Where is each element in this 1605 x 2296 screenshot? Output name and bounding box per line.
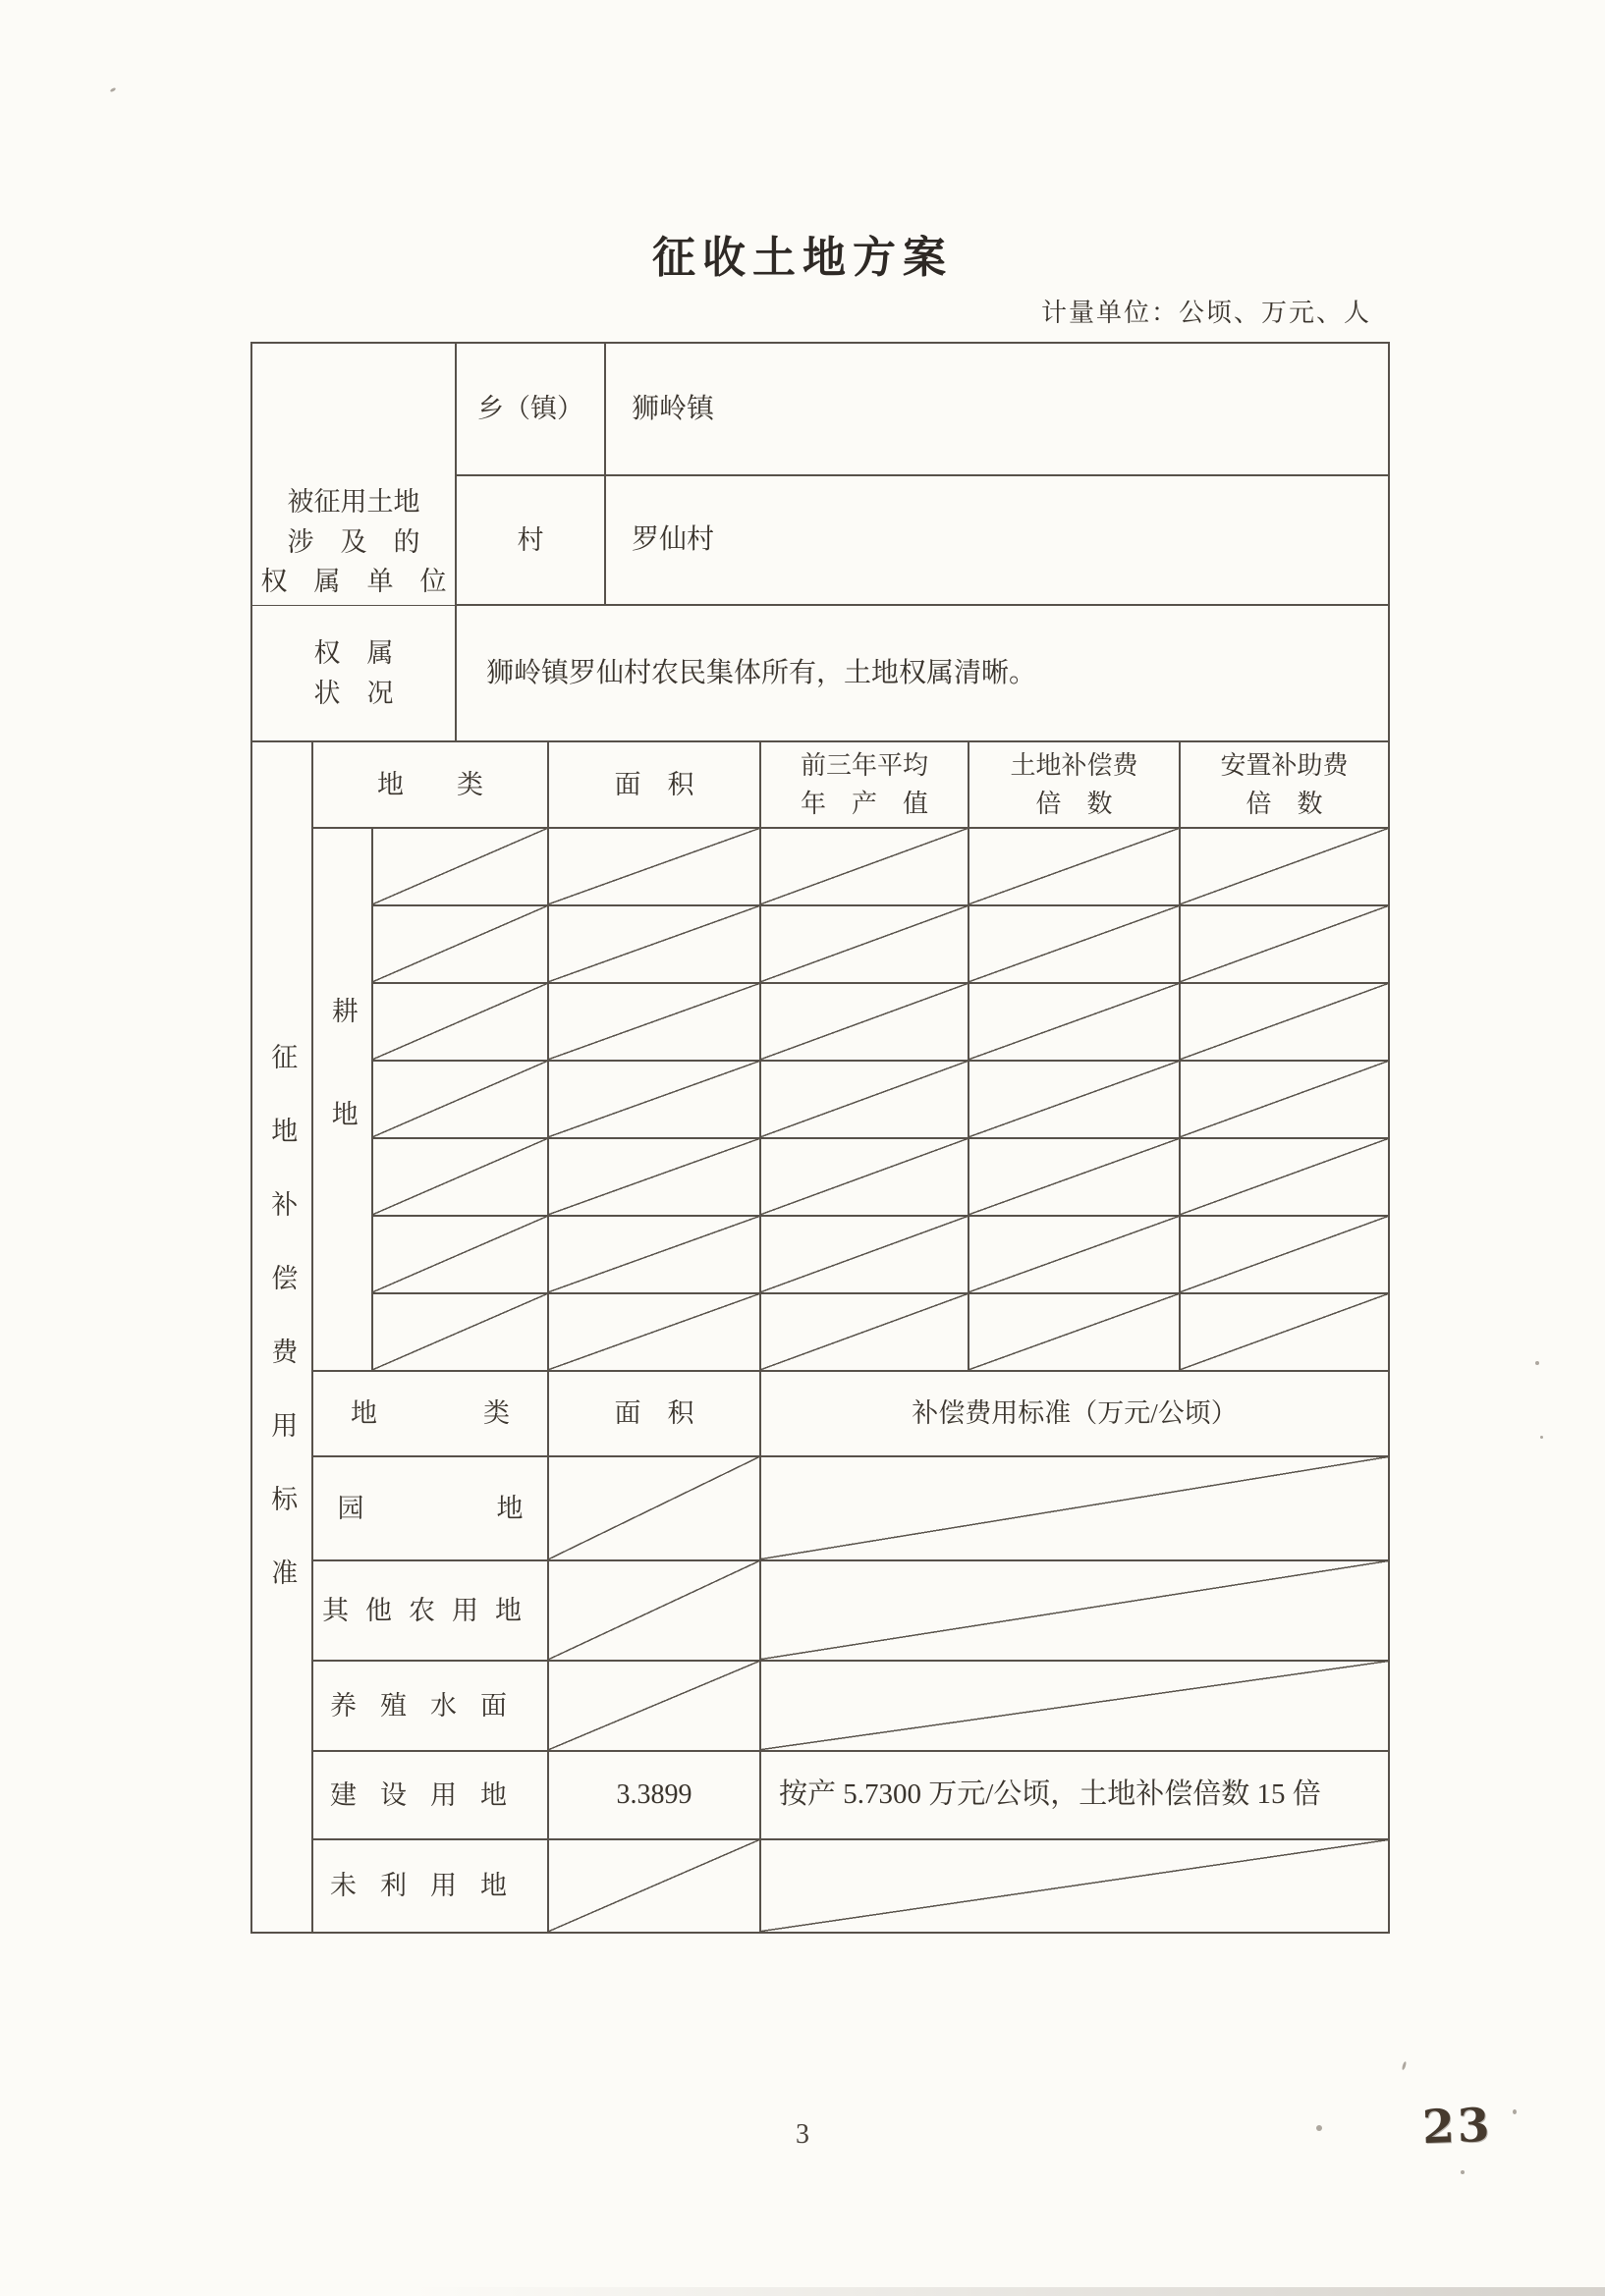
owner-units-label: 被征用土地 涉 及 的 权 属 单 位 [251, 343, 456, 741]
empty-struck-cell [372, 983, 548, 1061]
empty-struck-cell [760, 1216, 969, 1293]
empty-struck-cell [548, 1061, 760, 1138]
empty-struck-cell [548, 905, 760, 983]
upper-header-resettle-multiple: 安置补助费 倍 数 [1180, 741, 1389, 828]
village-label: 村 [456, 475, 605, 605]
empty-struck-cell [969, 905, 1180, 983]
empty-struck-cell [760, 828, 969, 905]
empty-struck-cell [760, 1293, 969, 1371]
cultivated-land-label: 耕地 [327, 996, 358, 1203]
compensation-standard-vertical-label-cell [251, 741, 312, 1933]
construction-area-value: 3.3899 [548, 1751, 760, 1839]
scan-speck [1402, 2061, 1408, 2070]
scan-bottom-edge [413, 2287, 1605, 2296]
empty-struck-cell [760, 1560, 1389, 1661]
empty-struck-cell [372, 1293, 548, 1371]
empty-struck-cell [969, 1138, 1180, 1216]
empty-struck-cell [969, 1216, 1180, 1293]
empty-struck-cell [548, 983, 760, 1061]
land-expropriation-table [250, 342, 1390, 1934]
empty-struck-cell [372, 1138, 548, 1216]
empty-struck-cell [760, 1138, 969, 1216]
empty-struck-cell [548, 1839, 760, 1933]
empty-struck-cell [760, 1061, 969, 1138]
lower-header-area: 面 积 [548, 1371, 760, 1456]
empty-struck-cell [372, 905, 548, 983]
empty-struck-cell [1180, 983, 1389, 1061]
township-value: 狮岭镇 [605, 343, 1389, 475]
empty-struck-cell [760, 1456, 1389, 1560]
page-number: 3 [796, 2119, 809, 2150]
scan-speck [110, 87, 117, 93]
cultivated-land-label-cell [312, 828, 372, 1371]
empty-struck-cell [1180, 905, 1389, 983]
tenure-status-label: 权 属 状 况 [251, 605, 456, 741]
empty-struck-cell [1180, 828, 1389, 905]
empty-struck-cell [548, 828, 760, 905]
empty-struck-cell [969, 828, 1180, 905]
upper-header-land-type: 地 类 [312, 741, 548, 828]
scan-speck [1540, 1436, 1543, 1439]
other-agri-label: 其他农用地 [312, 1560, 548, 1661]
empty-struck-cell [1180, 1293, 1389, 1371]
unused-land-label: 未利用地 [312, 1839, 548, 1933]
empty-struck-cell [548, 1216, 760, 1293]
scan-speck [1316, 2125, 1322, 2131]
empty-struck-cell [760, 905, 969, 983]
empty-struck-cell [760, 983, 969, 1061]
empty-struck-cell [1180, 1138, 1389, 1216]
upper-header-area: 面 积 [548, 741, 760, 828]
empty-struck-cell [1180, 1216, 1389, 1293]
lower-header-standard: 补偿费用标准（万元/公顷） [760, 1371, 1389, 1456]
empty-struck-cell [372, 828, 548, 905]
stamped-page-number: 23 [1421, 2098, 1494, 2156]
empty-struck-cell [760, 1839, 1389, 1933]
empty-struck-cell [969, 1061, 1180, 1138]
empty-struck-cell [969, 983, 1180, 1061]
village-value: 罗仙村 [605, 475, 1389, 605]
upper-header-avg-output: 前三年平均 年 产 值 [760, 741, 969, 828]
aquaculture-label: 养殖水面 [312, 1661, 548, 1751]
scan-speck [1461, 2170, 1465, 2174]
lower-header-land-type: 地 类 [312, 1371, 548, 1456]
empty-struck-cell [548, 1138, 760, 1216]
measurement-unit-note: 计量单位：公顷、万元、人 [1040, 299, 1371, 327]
page-title: 征收土地方案 [652, 234, 953, 282]
construction-standard-value: 按产 5.7300 万元/公顷，土地补偿倍数 15 倍 [760, 1751, 1389, 1839]
empty-struck-cell [548, 1456, 760, 1560]
empty-struck-cell [1180, 1061, 1389, 1138]
compensation-standard-vertical-label: 征地补偿费用标准 [267, 1042, 298, 1632]
empty-struck-cell [969, 1293, 1180, 1371]
tenure-status-value: 狮岭镇罗仙村农民集体所有，土地权属清晰。 [456, 605, 1389, 741]
empty-struck-cell [548, 1293, 760, 1371]
empty-struck-cell [372, 1216, 548, 1293]
orchard-label: 园 地 [312, 1456, 548, 1560]
empty-struck-cell [548, 1560, 760, 1661]
empty-struck-cell [760, 1661, 1389, 1751]
construction-label: 建设用地 [312, 1751, 548, 1839]
upper-header-land-comp-multiple: 土地补偿费 倍 数 [969, 741, 1180, 828]
scan-speck [1535, 1361, 1539, 1365]
empty-struck-cell [548, 1661, 760, 1751]
scan-speck [1513, 2109, 1517, 2114]
empty-struck-cell [372, 1061, 548, 1138]
township-label: 乡（镇） [456, 343, 605, 475]
